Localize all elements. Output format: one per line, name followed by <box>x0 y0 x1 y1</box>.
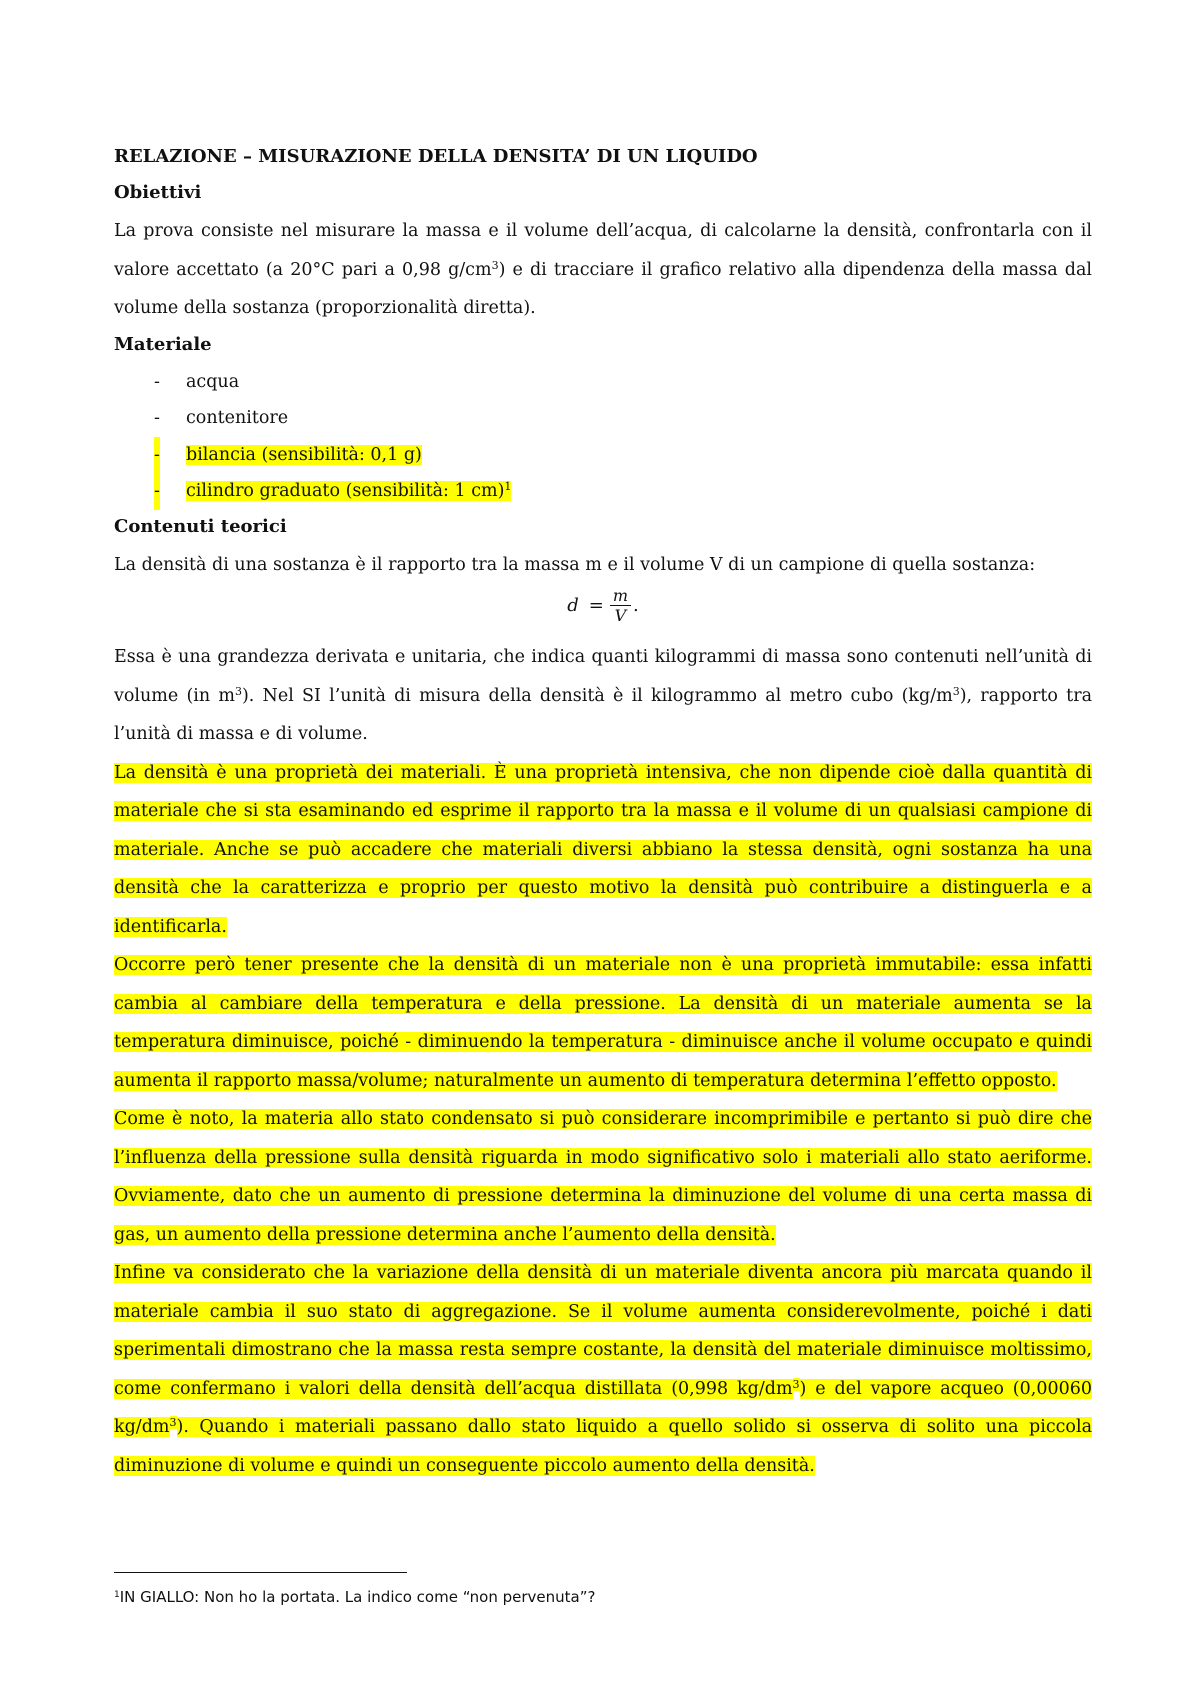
formula-numerator: m <box>610 588 631 606</box>
footnote-text: IN GIALLO: Non ho la portata. La indico come “non pervenuta”? <box>119 1588 596 1606</box>
footnote-number: 1 <box>114 1590 120 1600</box>
highlighted-text: Occorre però tener presente che la densità di un materiale non è una proprietà immutabile: essa infatti cambia al cambiare della temperatura e della pressione. La densità di un materiale aumenta se la temperatura diminuisce, poiché - diminuendo la temperatura - diminuisce anche il volume occupato e quindi aumenta il rapporto massa/volume; naturalmente un aumento di temperatura determina l’effetto opposto. <box>114 955 1092 1091</box>
list-item-text: contenitore <box>186 408 289 428</box>
obiettivi-text-a: La prova consiste nel misurare la massa e il volume dell’acqua, di calcolarne la densità, confrontarla con il valore accettato (a 20°C pari a 0,98 g/cm <box>114 221 1092 280</box>
highlighted-text-b: ) e del vapore acqueo (0,00060 kg/dm <box>114 1378 1092 1437</box>
materiale-list <box>114 364 1092 510</box>
highlighted-text-c: ). Quando i materiali passano dallo stato liquido a quello solido si osserva di solito una piccola diminuzione di volume e quindi un conseguente piccolo aumento della densità. <box>114 1417 1092 1476</box>
p1-sup-2: 3 <box>952 684 960 698</box>
footnote-separator <box>114 1572 407 1573</box>
paragraph-pressione <box>114 1100 1092 1254</box>
list-item <box>114 400 1092 437</box>
p1-sup-1: 3 <box>234 684 242 698</box>
density-formula <box>114 588 1092 634</box>
list-item-text: bilancia (sensibilità: 0,1 g) <box>186 444 422 465</box>
obiettivi-sup: 3 <box>491 258 499 272</box>
p5-sup-2: 3 <box>169 1416 177 1429</box>
footnote <box>114 1588 595 1606</box>
list-item-text: acqua <box>186 371 240 392</box>
p1-text-c: ), rapporto tra l’unità di massa e di volume. <box>114 685 1093 744</box>
paragraph-temperatura <box>114 946 1092 1100</box>
highlighted-text: La densità è una proprietà dei materiali. È una proprietà intensiva, che non dipende cioè dalla quantità di materiale che si sta esaminando ed esprime il rapporto tra la massa e il volume di un qualsiasi campione di materiale. Anche se può accadere che materiali diversi abbiano la stessa densità, ogni sostanza ha una densità che la caratterizza e proprio per questo motivo la densità può contribuire a distinguerla e a identificarla. <box>114 762 1092 937</box>
formula-fraction <box>610 588 631 624</box>
p5-sup-1: 3 <box>792 1377 800 1391</box>
heading-materiale: Materiale <box>114 333 212 355</box>
list-dash: - <box>154 371 160 392</box>
document-page <box>114 140 1092 1485</box>
paragraph-aggregazione <box>114 1254 1092 1485</box>
highlighted-text: Come è noto, la materia allo stato condensato si può considerare incomprimibile e pertanto si può dire che l’influenza della pressione sulla densità riguarda in modo significativo solo i materiali allo stato aeriforme. Ovviamente, dato che un aumento di pressione determina la diminuzione del volume di una certa massa di gas, un aumento della pressione determina anche l’aumento della densità. <box>114 1109 1092 1245</box>
list-dash: - <box>154 473 160 510</box>
paragraph-obiettivi <box>114 212 1092 328</box>
p1-text-a: Essa è una grandezza derivata e unitaria, che indica quanti kilogrammi di massa sono contenuti nell’unità di volume (in m <box>114 647 1092 706</box>
document-title: RELAZIONE – MISURAZIONE DELLA DENSITA’ DI UN LIQUIDO <box>114 146 758 167</box>
footnote-reference: 1 <box>504 480 512 493</box>
formula-equals: = <box>588 595 604 616</box>
paragraph-proprieta <box>114 754 1092 947</box>
list-dash: - <box>154 437 160 474</box>
list-dash: - <box>154 408 160 428</box>
heading-obiettivi: Obiettivi <box>114 182 202 203</box>
list-item <box>114 364 1092 401</box>
obiettivi-text-b: ) e di tracciare il grafico relativo alla dipendenza della massa dal volume della sostanza (proporzionalità diretta). <box>114 259 1092 318</box>
list-item-text-inner: cilindro graduato (sensibilità: 1 cm) <box>186 481 505 501</box>
list-item-highlighted <box>114 473 1092 510</box>
formula-expression <box>567 588 639 624</box>
highlighted-text-a: Infine va considerato che la variazione della densità di un materiale diventa ancora più marcata quando il materiale cambia il suo stato di aggregazione. Se il volume aumenta considerevolmente, poiché i dati sperimentali dimostrano che la massa resta sempre costante, la densità del materiale diminuisce moltissimo, come confermano i valori della densità dell’acqua distillata (0,998 kg/dm <box>114 1263 1092 1399</box>
p1-text-b: ). Nel SI l’unità di misura della densità è il kilogrammo al metro cubo (kg/m <box>241 685 953 706</box>
heading-contenuti-teorici: Contenuti teorici <box>114 515 287 537</box>
list-item-text <box>186 481 511 501</box>
formula-lhs: d <box>567 595 579 616</box>
paragraph-intro: La densità di una sostanza è il rapporto tra la massa m e il volume V di un campione di quella sostanza: <box>114 554 1036 575</box>
list-item-highlighted <box>114 437 1092 474</box>
paragraph-grandezza <box>114 638 1092 754</box>
formula-period: . <box>633 595 639 616</box>
formula-denominator: V <box>614 606 627 625</box>
